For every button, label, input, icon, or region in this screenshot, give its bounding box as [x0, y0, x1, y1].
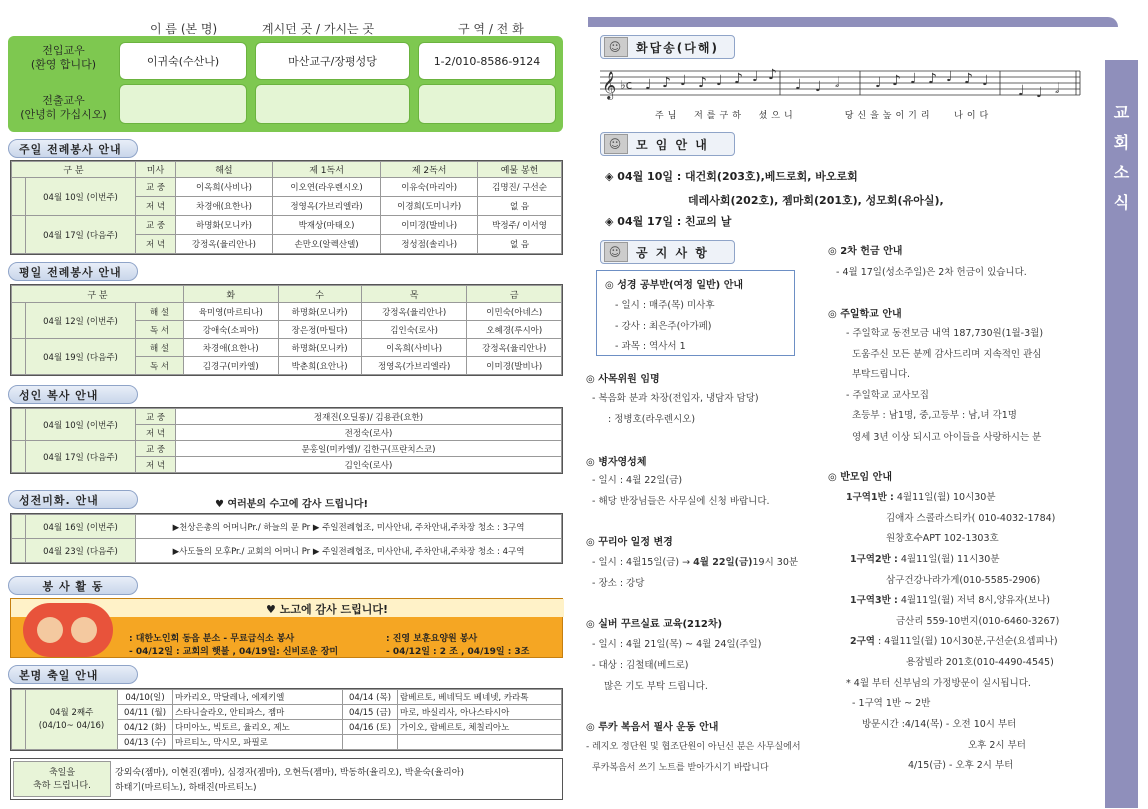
- cong-line: 축하 드립니다.: [33, 781, 91, 791]
- svg-text:♩: ♩: [645, 77, 652, 93]
- svg-text:♪: ♪: [662, 75, 671, 91]
- table-cell: 장은정(마틸다): [278, 321, 361, 339]
- bible-line: - 강사 : 최은주(아가페): [615, 321, 712, 332]
- svg-text:𝅗𝅥: 𝅗𝅥: [1055, 81, 1060, 97]
- hymn-header: [600, 35, 735, 59]
- role-cell: 해 설: [136, 339, 184, 357]
- table-cell: 박재상(마태오): [272, 216, 380, 235]
- table-cell: 강애숙(소피아): [184, 321, 279, 339]
- svg-text:♩: ♩: [795, 77, 802, 93]
- col-header: 구 분: [12, 162, 136, 178]
- col-header: 해설: [176, 162, 273, 178]
- mass-cell: 저 녁: [136, 197, 176, 216]
- table-cell: 김명진/ 구선순: [478, 178, 562, 197]
- table-cell: 없 음: [478, 197, 562, 216]
- table-cell: 04/15 (금): [343, 705, 398, 720]
- person-icon: ☺: [604, 242, 628, 262]
- group-line: 삼구건강나라가게(010-5585-2906): [886, 575, 1041, 586]
- header-name: 이 름 (본 명): [150, 22, 218, 36]
- meeting-line2: 데레사회(202호), 젬마회(201호), 성모회(유아실),: [688, 194, 944, 207]
- music-staff: [600, 63, 1095, 103]
- table-cell: 하명화(모니카): [176, 216, 273, 235]
- notice-line: - 대상 : 김철태(베드로): [592, 660, 689, 671]
- table-cell: 04/10(일): [118, 690, 173, 705]
- curia-new: 4월 22일(금): [693, 557, 753, 568]
- in-area: 1-2/010-8586-9124: [418, 42, 556, 80]
- table-cell: 없 음: [478, 235, 562, 254]
- header-place: 계시던 곳 / 가시는 곳: [262, 22, 375, 36]
- sidebar-char: 소: [1113, 163, 1130, 182]
- mass-cell: 교 중: [136, 216, 176, 235]
- notice-line: - 해당 반장님들은 사무실에 신청 바랍니다.: [592, 496, 770, 507]
- col-header: 금: [467, 286, 562, 303]
- mass-cell: 저 녁: [136, 425, 176, 441]
- col-header: 수: [278, 286, 361, 303]
- table-cell: 정영옥(가브리엘라): [361, 357, 467, 375]
- sidebar-text: [1105, 98, 1138, 218]
- notice-line: - 4월 17일(성소주일)은 2차 헌금이 있습니다.: [836, 267, 1027, 278]
- visit-line: 방문시간 :4/14(목) - 오전 10시 부터: [862, 719, 1017, 730]
- mass-cell: 저 녁: [136, 457, 176, 473]
- group-time: 4월11일(월) 저녁 8시,양유자(보나): [900, 595, 1050, 606]
- table-cell: 오혜경(루시아): [467, 321, 562, 339]
- cong-line: 축일을: [48, 768, 76, 778]
- table-cell: 이미경(발비나): [467, 357, 562, 375]
- person-icon: ☺: [604, 37, 628, 57]
- role-cell: 독 서: [136, 357, 184, 375]
- altar-thanks: ♥ 여러분의 수고에 감사 드립니다!: [215, 499, 369, 510]
- table-cell: ▶천상은총의 어머니Pr./ 하늘의 문 Pr ▶ 주일전례협조, 미사안내, 주차안내,주차장 청소 : 3구역: [136, 515, 562, 539]
- table-cell: 이오연(라우렌시오): [272, 178, 380, 197]
- table-cell: 이유숙(마리아): [381, 178, 478, 197]
- col-header: 제 2독서: [381, 162, 478, 178]
- service-title: 봉 사 활 동: [8, 576, 138, 595]
- group-line: 김애자 스콜라스티카( 010-4032-1784): [886, 513, 1056, 524]
- notice-line: 초등부 : 남1명, 중,고등부 : 남,녀 각1명: [852, 410, 1017, 421]
- date-cell: 04월 10일 (이번주): [26, 409, 136, 441]
- group-name: 1구역1반 :: [846, 492, 894, 503]
- school-title: ◎ 주일학교 안내: [828, 309, 902, 320]
- week-line: 04월 2째주: [49, 707, 94, 718]
- date-cell: 04월 19일 (다음주): [26, 339, 136, 375]
- table-cell: 스타니슬라오, 안티파스, 젬마: [173, 705, 343, 720]
- group-time: 4월11일(월) 11시30분: [900, 554, 1000, 565]
- meeting-line3: ◈ 04월 17일 : 친교의 날: [605, 215, 732, 228]
- table-cell: 04/16 (토): [343, 720, 398, 735]
- group-line: 금산리 559-10번지(010-6460-3267): [896, 616, 1060, 627]
- table-cell: 정재진(오딜롱)/ 김용관(요한): [176, 409, 562, 425]
- svg-text:♩: ♩: [875, 75, 882, 91]
- face-shape: [37, 617, 63, 643]
- feast-week: [26, 690, 118, 750]
- mass-cell: 교 중: [136, 441, 176, 457]
- bible-line: - 일시 : 매주(목) 미사후: [615, 300, 715, 311]
- spacer: [12, 690, 26, 750]
- notice-title: 공 지 사 항: [636, 245, 709, 260]
- notice-line: 많은 기도 부탁 드립니다.: [604, 681, 708, 692]
- notice-sec5: ◎ 루카 복음서 필사 운동 안내: [586, 722, 719, 733]
- table-cell: 강정옥(율리안나): [361, 303, 467, 321]
- svg-text:♩: ♩: [1018, 83, 1025, 99]
- svg-text:♪: ♪: [928, 71, 937, 87]
- svg-text:♩: ♩: [815, 79, 822, 95]
- col-header: 제 1독서: [272, 162, 380, 178]
- bible-line: - 과목 : 역사서 1: [615, 341, 686, 352]
- in-place: 마산교구/장평성당: [255, 42, 410, 80]
- sidebar-char: 식: [1113, 193, 1130, 212]
- table-cell: 가이오, 람베르토, 체칠리아노: [398, 720, 562, 735]
- altar-title: 성전미화. 안내: [8, 490, 138, 509]
- sunday-title: 주일 전례봉사 안내: [8, 139, 138, 158]
- table-cell: 강정옥(율리안나): [176, 235, 273, 254]
- table-cell: 이옥희(사비나): [176, 178, 273, 197]
- role-cell: 독 서: [136, 321, 184, 339]
- adult-title: 성인 복사 안내: [8, 385, 138, 404]
- col-header: 화: [184, 286, 279, 303]
- svg-text:♩: ♩: [946, 69, 953, 85]
- visit-line: 4/15(금) - 오후 2시 부터: [908, 760, 1014, 771]
- spacer: [12, 178, 26, 216]
- hymn-lyrics: 주님 저를구하 셨으니 당신을높이기리 나이다: [655, 111, 993, 121]
- mass-cell: 교 중: [136, 178, 176, 197]
- table-cell: 김인숙(로사): [176, 457, 562, 473]
- feast-table: [10, 688, 563, 751]
- feast-title: 본명 축일 안내: [8, 665, 138, 684]
- table-cell: 전정숙(로사): [176, 425, 562, 441]
- group-line: 원창호수APT 102-1303호: [886, 533, 999, 544]
- group-time: 4월11일(월) 10시30분: [896, 492, 996, 503]
- notice-line: 도움주신 모든 분께 감사드리며 지속적인 관심: [852, 349, 1042, 360]
- notice-line: 루카복음서 쓰기 노트를 받아가시기 바랍니다: [592, 763, 769, 773]
- service-line2b: - 04/12일 : 2 조 , 04/19일 : 3조: [386, 647, 530, 657]
- col-header: 구 분: [12, 286, 184, 303]
- spacer: [12, 515, 26, 539]
- role-cell: 해 설: [136, 303, 184, 321]
- notice-header: [600, 240, 735, 264]
- table-cell: 문홍일(미카엘)/ 김한구(프란치스코): [176, 441, 562, 457]
- sidebar-bar: [1105, 60, 1138, 808]
- table-cell: 하명화(모니카): [278, 303, 361, 321]
- week-line: (04/10~ 04/16): [38, 720, 105, 731]
- curia-old: - 일시 : 4월15일(금) →: [592, 557, 691, 568]
- meeting-title: 모 임 안 내: [636, 137, 709, 152]
- table-cell: 차경애(요한나): [184, 339, 279, 357]
- notice-line: [592, 554, 798, 568]
- spacer: [12, 539, 26, 563]
- date-cell: 04월 23일 (다음주): [26, 539, 136, 563]
- visit-line: - 1구역 1반 ~ 2반: [852, 698, 931, 709]
- table-cell: 김경구(미카엘): [184, 357, 279, 375]
- notice-line: - 주일학교 교사모집: [846, 390, 929, 401]
- meeting-header: [600, 132, 735, 156]
- table-cell: 박춘희(요안나): [278, 357, 361, 375]
- group-line: [850, 633, 1058, 647]
- date-cell: 04월 10일 (이번주): [26, 178, 136, 216]
- table-cell: 이미경(발비나): [381, 216, 478, 235]
- spacer: [12, 339, 26, 375]
- out-place: [255, 84, 410, 124]
- table-cell: 마카리오, 막달레나, 에제키엘: [173, 690, 343, 705]
- visit-note: * 4월 부터 신부님의 가정방문이 실시됩니다.: [846, 678, 1031, 689]
- table-cell: 04/11 (월): [118, 705, 173, 720]
- svg-text:♪: ♪: [698, 75, 707, 91]
- table-cell: 04/13 (수): [118, 735, 173, 750]
- notice-sec1: ◎ 사목위원 임명: [586, 374, 660, 385]
- weekday-table: [10, 284, 563, 376]
- table-cell: 마로, 바실리사, 아나스타시아: [398, 705, 562, 720]
- table-cell: 하명화(모니카): [278, 339, 361, 357]
- notice-line: - 일시 : 4월 21일(목) ~ 4월 24일(주일): [592, 639, 762, 650]
- date-cell: 04월 17일 (다음주): [26, 216, 136, 254]
- table-cell: 마르티노, 막시모, 파필로: [173, 735, 343, 750]
- notice-line: - 레지오 정단원 및 협조단원이 아닌신 분은 사무실에서: [586, 742, 801, 752]
- group-line: [850, 551, 1000, 565]
- notice-line: 부탁드립니다.: [852, 369, 911, 380]
- notice-line: 영세 3년 이상 되시고 아이들을 사랑하시는 분: [852, 432, 1042, 443]
- top-bar: [588, 17, 1118, 27]
- table-cell: 강정옥(율리안나): [467, 339, 562, 357]
- out-name: [119, 84, 247, 124]
- transfer-in-label: [16, 44, 111, 72]
- group-title: ◎ 반모임 안내: [828, 472, 892, 483]
- group-time: : 4월11일(월) 10시30분,구선순(요셉피나): [878, 636, 1058, 647]
- svg-text:♩: ♩: [910, 71, 917, 87]
- adult-table: [10, 407, 563, 474]
- label-line: (안녕히 가십시오): [20, 108, 107, 121]
- svg-text:♪: ♪: [892, 73, 901, 89]
- table-cell: 다미아노, 빅토르, 율리오, 제노: [173, 720, 343, 735]
- mass-cell: 교 중: [136, 409, 176, 425]
- notice-line: - 장소 : 강당: [592, 578, 645, 589]
- table-cell: [398, 735, 562, 750]
- label-line: 전출교우: [42, 94, 85, 107]
- newcomer-panel: [8, 36, 563, 132]
- group-line: [850, 592, 1050, 606]
- notice-line: - 일시 : 4월 22일(금): [592, 475, 683, 486]
- table-cell: ▶사도들의 모후Pr./ 교회의 어머니 Pr ▶ 주일전례협조, 미사안내, 주차안내,주차장 청소 : 4구역: [136, 539, 562, 563]
- col-header: 미사: [136, 162, 176, 178]
- svg-text:♪: ♪: [964, 71, 973, 87]
- svg-text:♩: ♩: [680, 73, 687, 89]
- table-cell: 이민숙(아네스): [467, 303, 562, 321]
- transfer-out-label: [16, 94, 111, 122]
- table-cell: 이옥희(사비나): [361, 339, 467, 357]
- group-name: 1구역2반 :: [850, 554, 898, 565]
- person-icon: ☺: [604, 134, 628, 154]
- congrats-names-1: 강외숙(젬마), 이현진(젬마), 심경자(젬마), 오현득(젬마), 박동하(율리오), 박윤숙(율리아): [115, 768, 464, 778]
- bible-box: [596, 270, 795, 356]
- svg-text:♩: ♩: [1036, 85, 1043, 101]
- spacer: [12, 303, 26, 339]
- sidebar-char: 교: [1113, 103, 1130, 122]
- col-header: 목: [361, 286, 467, 303]
- table-cell: 정성점(솔리나): [381, 235, 478, 254]
- table-cell: 김인숙(로사): [361, 321, 467, 339]
- visit-line: 오후 2시 부터: [968, 740, 1026, 751]
- congrats-box: [10, 758, 563, 800]
- col-header: 예물 봉헌: [478, 162, 562, 178]
- table-cell: [343, 735, 398, 750]
- couple-illustration: [23, 603, 113, 657]
- face-shape: [71, 617, 97, 643]
- curia-time: 19시 30분: [752, 557, 799, 568]
- congrats-names-2: 하태기(마르티노), 하태진(마르티노): [115, 783, 257, 793]
- date-cell: 04월 17일 (다음주): [26, 441, 136, 473]
- service-line1a: : 대한노인회 동읍 분소 - 무료급식소 봉사: [129, 634, 295, 644]
- bible-title: ◎ 성경 공부반(여정 일반) 안내: [605, 280, 744, 291]
- svg-text:♩: ♩: [716, 73, 723, 89]
- svg-text:♩: ♩: [752, 69, 759, 85]
- notice-sec4: ◎ 실버 꾸르실료 교육(212차): [586, 619, 723, 630]
- congrats-label: [13, 761, 111, 797]
- svg-text:♭c: ♭c: [620, 78, 633, 92]
- label-line: 전입교우: [42, 44, 85, 57]
- notice-line: : 정병호(라우렌시오): [608, 414, 696, 425]
- sidebar-char: 회: [1113, 133, 1130, 152]
- service-line1b: : 진영 보훈요양원 봉사: [386, 634, 478, 644]
- svg-text:𝅗𝅥: 𝅗𝅥: [835, 75, 840, 91]
- header-area: 구 역 / 전 화: [458, 22, 524, 36]
- notice-line: - 주일학교 동전모금 내역 187,730원(1월-3월): [846, 328, 1044, 339]
- notice-sec2: ◎ 병자영성체: [586, 457, 647, 468]
- table-cell: 람베르토, 베네딕도 베네넷, 카라톡: [398, 690, 562, 705]
- table-cell: 04/14 (목): [343, 690, 398, 705]
- svg-text:𝄞: 𝄞: [602, 71, 617, 99]
- table-cell: 박정주/ 이서영: [478, 216, 562, 235]
- table-cell: 손만오(알렉산델): [272, 235, 380, 254]
- table-cell: 육미영(마르티나): [184, 303, 279, 321]
- svg-text:♪: ♪: [734, 71, 743, 87]
- out-area: [418, 84, 556, 124]
- date-cell: 04월 16일 (이번주): [26, 515, 136, 539]
- hymn-title: 화답송(다해): [636, 40, 719, 55]
- group-name: 1구역3반 :: [850, 595, 898, 606]
- svg-text:♩: ♩: [982, 73, 989, 89]
- group-line: [846, 489, 996, 503]
- group-line: 용잠빌라 201호(010-4490-4545): [906, 657, 1054, 668]
- spacer: [12, 409, 26, 441]
- sunday-table: [10, 160, 563, 255]
- label-line: (환영 합니다): [30, 58, 97, 71]
- notice-sec3: ◎ 꾸리아 일정 변경: [586, 537, 673, 548]
- spacer: [12, 216, 26, 254]
- svg-text:♪: ♪: [768, 67, 777, 83]
- mass-cell: 저 녁: [136, 235, 176, 254]
- collection-title: ◎ 2차 헌금 안내: [828, 246, 903, 257]
- table-cell: 이경희(도미니카): [381, 197, 478, 216]
- spacer: [12, 441, 26, 473]
- date-cell: 04월 12일 (이번주): [26, 303, 136, 339]
- table-cell: 차경애(요한나): [176, 197, 273, 216]
- meeting-line1: ◈ 04월 10일 : 대건회(203호),베드로회, 바오로회: [605, 170, 858, 183]
- in-name: 이귀숙(수산나): [119, 42, 247, 80]
- notice-line: - 복음화 분과 차장(전입자, 냉담자 담당): [592, 393, 759, 404]
- table-cell: 정영옥(가브리엘라): [272, 197, 380, 216]
- table-cell: 04/12 (화): [118, 720, 173, 735]
- altar-table: [10, 513, 563, 564]
- service-panel: [10, 598, 563, 658]
- weekday-title: 평일 전례봉사 안내: [8, 262, 138, 281]
- service-thanks: ♥ 노고에 감사 드립니다!: [266, 603, 388, 616]
- service-line2a: - 04/12일 : 교회의 햇불 , 04/19일: 신비로운 장미: [129, 647, 339, 657]
- group-name: 2구역: [850, 636, 875, 647]
